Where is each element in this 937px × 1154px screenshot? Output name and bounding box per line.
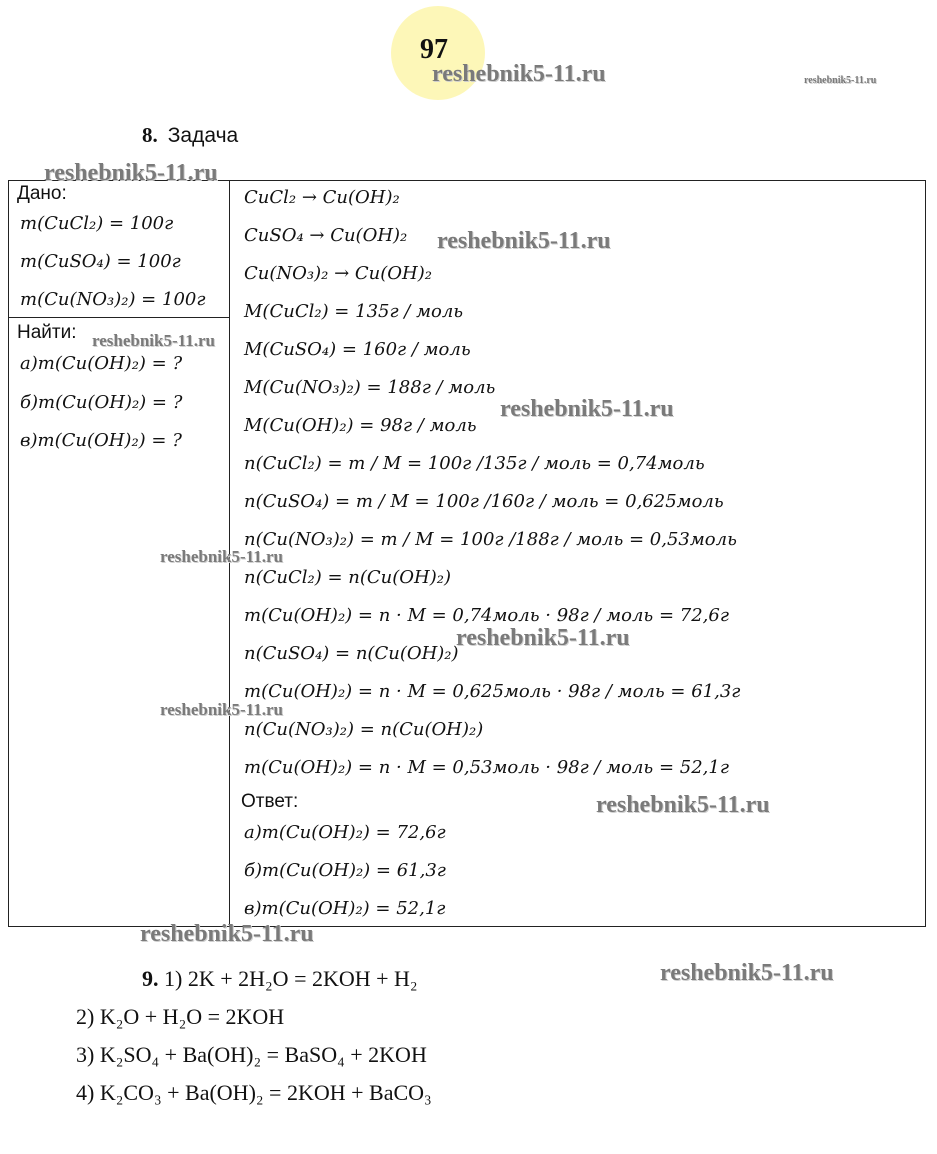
task8-title: Задача (167, 124, 239, 147)
solution-line: m(Cu(OH)₂) = n · M = 0,53моль · 98г / моль = 52,1г (244, 757, 729, 778)
task9-first-line (142, 966, 418, 992)
watermark: reshebnik5-11.ru (500, 396, 674, 422)
solution-line: m(Cu(OH)₂) = n · M = 0,625моль · 98г / моль = 61,3г (244, 681, 741, 702)
watermark: reshebnik5-11.ru (432, 61, 606, 87)
solution-line: n(CuSO₄) = m / M = 100г /160г / моль = 0,625моль (244, 491, 724, 512)
given-item: m(CuCl₂) = 100г (20, 213, 174, 234)
solution-line: n(CuCl₂) = m / M = 100г /135г / моль = 0,74моль (244, 453, 705, 474)
given-label: Дано: (17, 183, 67, 204)
answer-item: в)m(Cu(OH)₂) = 52,1г (244, 898, 446, 919)
watermark: reshebnik5-11.ru (92, 331, 215, 350)
find-label: Найти: (17, 322, 77, 343)
task9-number: 9. (142, 966, 159, 991)
solution-line: n(Cu(NO₃)₂) = m / M = 100г /188г / моль = 0,53моль (244, 529, 737, 550)
find-item: в)m(Cu(OH)₂) = ? (20, 430, 182, 451)
solution-line: M(CuCl₂) = 135г / моль (244, 301, 464, 322)
given-item: m(CuSO₄) = 100г (20, 251, 181, 272)
solution-line: m(Cu(OH)₂) = n · M = 0,74моль · 98г / моль = 72,6г (244, 605, 729, 626)
find-item: а)m(Cu(OH)₂) = ? (20, 353, 183, 374)
watermark: reshebnik5-11.ru (596, 792, 770, 818)
task9-equation: 3) K₂SO₄ + Ba(OH)₂ = BaSO₄ + 2KOH (76, 1042, 427, 1067)
solution-line: CuCl₂ → Cu(OH)₂ (244, 187, 400, 208)
watermark: reshebnik5-11.ru (660, 960, 834, 986)
answer-item: а)m(Cu(OH)₂) = 72,6г (244, 822, 446, 843)
watermark: reshebnik5-11.ru (437, 228, 611, 254)
watermark: reshebnik5-11.ru (44, 160, 218, 186)
watermark: reshebnik5-11.ru (456, 625, 630, 651)
task8-heading (142, 123, 238, 148)
watermark: reshebnik5-11.ru (140, 921, 314, 947)
watermark: reshebnik5-11.ru (160, 547, 283, 566)
watermark-small: reshebnik5-11.ru (804, 75, 877, 86)
solution-line: n(CuCl₂) = n(Cu(OH)₂) (244, 567, 451, 588)
solution-line: M(Cu(OH)₂) = 98г / моль (244, 415, 477, 436)
answer-item: б)m(Cu(OH)₂) = 61,3г (244, 860, 446, 881)
solution-line: M(Cu(NO₃)₂) = 188г / моль (244, 377, 496, 398)
solution-line: n(CuSO₄) = n(Cu(OH)₂) (244, 643, 459, 664)
solution-line: Cu(NO₃)₂ → Cu(OH)₂ (244, 263, 432, 284)
answer-label: Ответ: (241, 791, 299, 812)
solution-line: CuSO₄ → Cu(OH)₂ (244, 225, 408, 246)
task9-equation: 1) 2K + 2H₂O = 2KOH + H₂ (164, 966, 418, 991)
task9-equation: 2) K₂O + H₂O = 2KOH (76, 1004, 285, 1029)
find-item: б)m(Cu(OH)₂) = ? (20, 392, 183, 413)
watermark: reshebnik5-11.ru (160, 700, 283, 719)
solution-line: n(Cu(NO₃)₂) = n(Cu(OH)₂) (244, 719, 484, 740)
table-horizontal-divider (8, 317, 230, 318)
task8-number: 8. (142, 123, 158, 147)
given-item: m(Cu(NO₃)₂) = 100г (20, 289, 206, 310)
task9-equation: 4) K₂CO₃ + Ba(OH)₂ = 2KOH + BaCO₃ (76, 1080, 432, 1105)
solution-line: M(CuSO₄) = 160г / моль (244, 339, 471, 360)
page-number: 97 (420, 34, 448, 65)
